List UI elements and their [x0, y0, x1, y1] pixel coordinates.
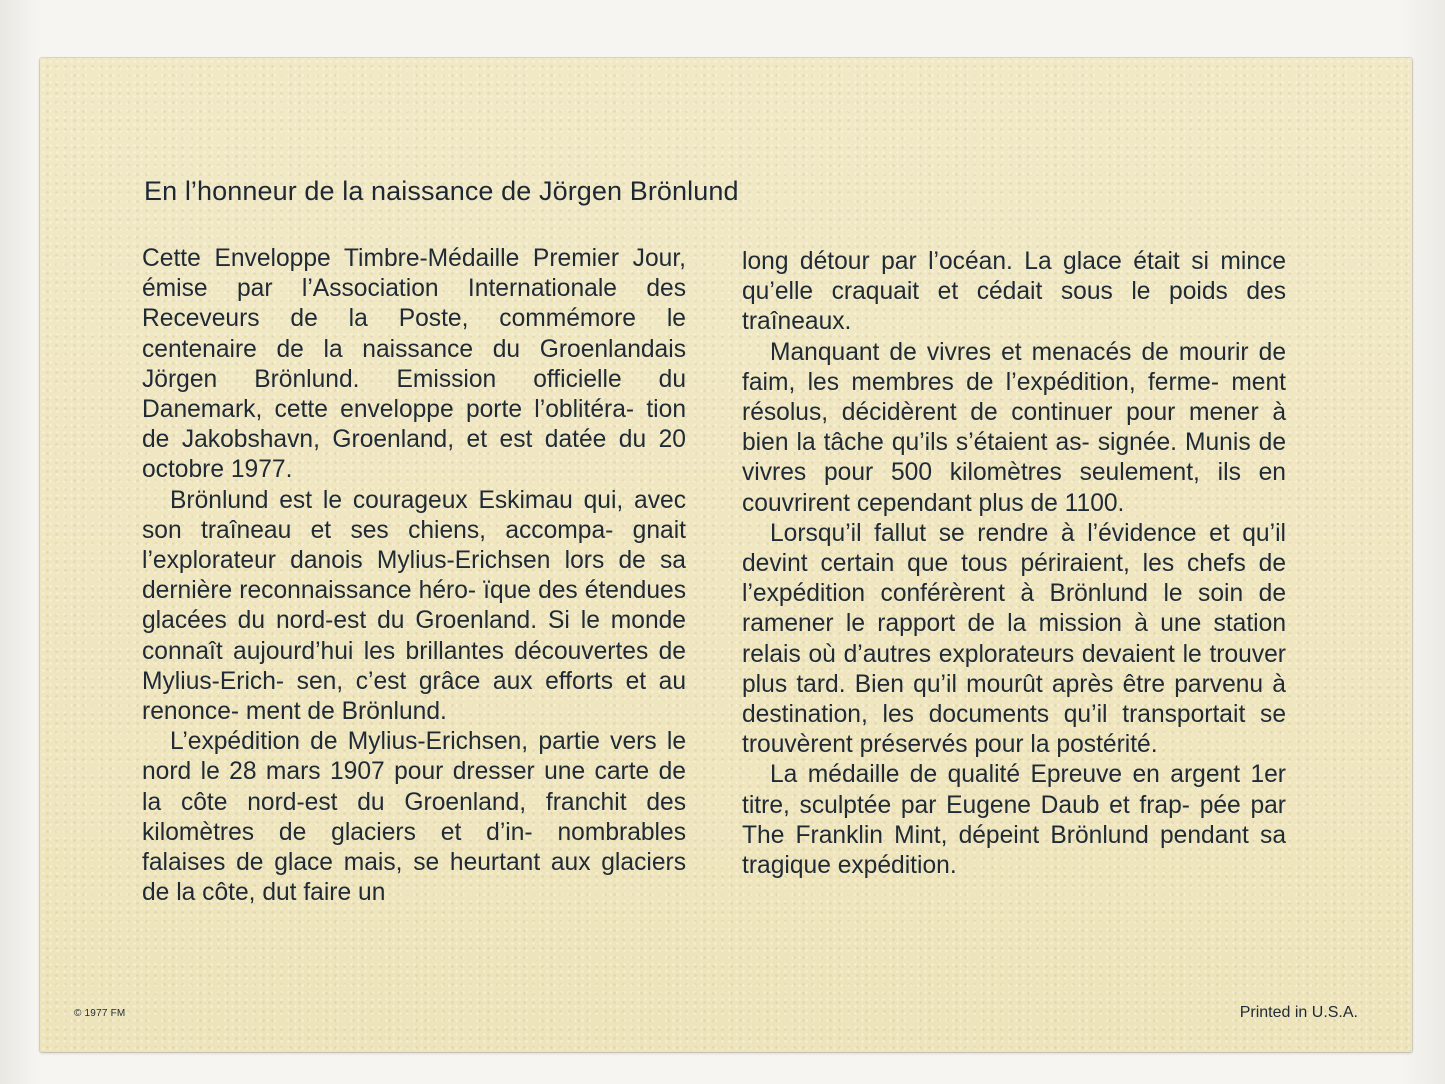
printed-notice: Printed in U.S.A. [1239, 1004, 1358, 1021]
paragraph-medal: La médaille de qualité Epreuve en argent 1er titre, sculptée par Eugene Daub et frap- pée par The Franklin Mint, dépeint Brönlund pendant sa tragique expédition. [742, 761, 1286, 880]
copyright-notice: © 1977 FM [74, 1008, 126, 1019]
paragraph-hunger: Manquant de vivres et menacés de mourir de faim, les membres de l’expédition, ferme- ment résolus, décidèrent de continuer pour mener à bien la tâche qu’ils s’étaient as- signée. Munis de vivres pour 500 kilomètres seulement, ils en couvrirent cependant plus de 1100. [742, 338, 1286, 517]
paragraph-intro: Cette Enveloppe Timbre-Médaille Premier Jour, émise par l’Association Internationale des Receveurs de la Poste, commémore le centenaire de la naissance du Groenlandais Jörgen Brönlund. Emission officielle du Danemark, cette enveloppe porte l’oblitéra- tion de Jakobshavn, Groenland, et est datée du 20 octobre 1977. [142, 245, 686, 484]
insert-card [40, 58, 1412, 1052]
paragraph-ocean-detour: long détour par l’océan. La glace était si mince qu’elle craquait et cédait sous le poids des traîneaux. [742, 248, 1286, 336]
paragraph-report: Lorsqu’il fallut se rendre à l’évidence et qu’il devint certain que tous périraient, les chefs de l’expédition conférèrent à Brönlund le soin de ramener le rapport de la mission à une station relais où d’autres explorateurs devaient le trouver plus tard. Bien qu’il mourût après être parvenu à destination, les documents qu’il transportait se trouvèrent préservés pour la postérité. [742, 519, 1286, 759]
text-column-right [742, 247, 1286, 881]
card-title: En l’honneur de la naissance de Jörgen Brönlund [144, 176, 739, 206]
text-column-left [142, 244, 686, 908]
paragraph-expedition: L’expédition de Mylius-Erichsen, partie vers le nord le 28 mars 1907 pour dresser une carte de la côte nord-est du Groenland, franchit des kilomètres de glaciers et d’in- nombrables falaises de glace mais, se heurtant aux glaciers de la côte, dut faire un [142, 728, 686, 907]
paragraph-bronlund: Brönlund est le courageux Eskimau qui, avec son traîneau et ses chiens, accompa- gnait l’explorateur danois Mylius-Erichsen lors de sa dernière reconnaissance héro- ïque des étendues glacées du nord-est du Groenland. Si le monde connaît aujourd’hui les brillantes découvertes de Mylius-Erich- sen, c’est grâce aux efforts et au renonce- ment de Brönlund. [142, 486, 686, 726]
